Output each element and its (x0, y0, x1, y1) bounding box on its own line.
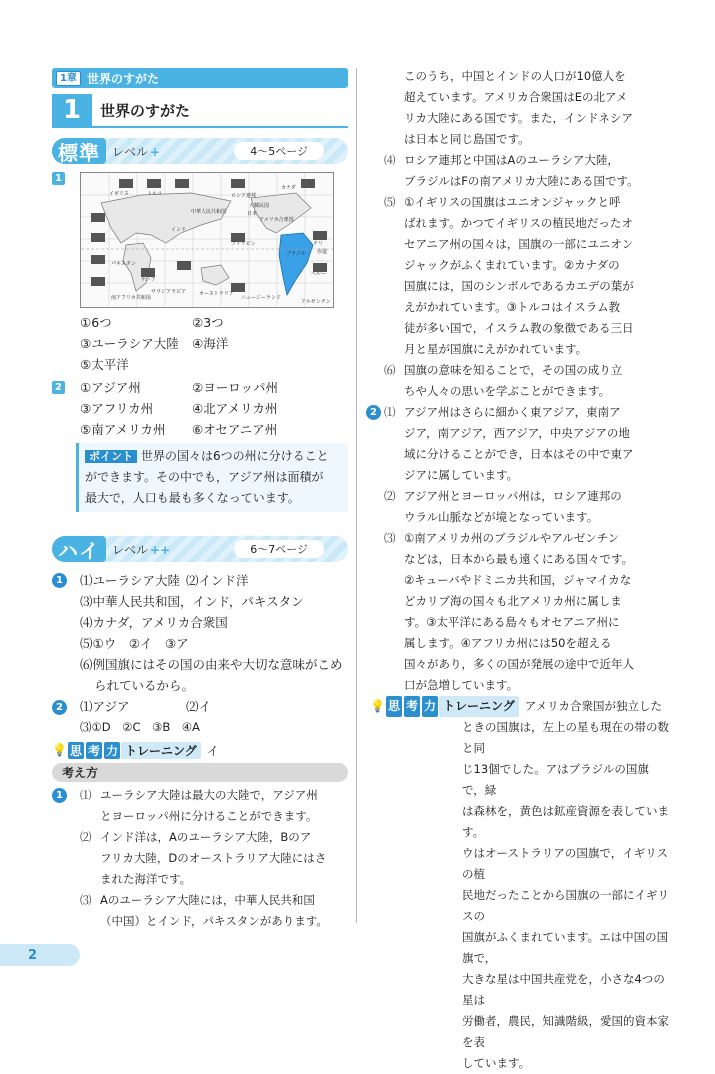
high-q2-badge: 2 (52, 700, 67, 715)
high-answer-1-3: ⑶中華人民共和国，インド，パキスタン (80, 594, 304, 609)
level-standard-pill: 標準 (52, 138, 106, 164)
think-text-line: 国旗がふくまれています。エは中国の国旗で， (462, 930, 669, 965)
point-line-3: 最大で，人口も最も多くなっています。 (85, 491, 300, 505)
map-label-nz: ニュージーランド (241, 295, 281, 301)
right-column: このうち，中国とインドの人口が10億人を 超えています。アメリカ合衆国はEの北アメ リカ大陸にある国です。また，インドネシア は日本と同じ島国です。 ⑷ ロシア連邦と中国はAのユーラシア大陸， ブラジルはFの南アメリカ大陸にある国です。 ⑸ ①イギリスの国旗はユニオンジャックと呼 ばれます。かつてイギリスの植民地だったオ セアニア州の国々は，国旗の一部にユニオン ジャックがふくまれています。②カナダの 国旗には，国のシンボルであるカエデの葉が えがかれています。③トルコはイスラム教 徒が多い国で，イスラム教の象徴である三日 月と星が国旗にえがかれています。 ⑹ 国旗の意味を知ることで，その国の成り立 ちや人々の思いを学ぶことができます。 2 ⑴ アジア州はさらに細かく東アジア，東南ア ジア，南アジア，西アジア，中央アジアの地 域に分けることができ，日本はその中で東ア ジアに属しています。 ⑵ アジア州とヨーロッパ州は，ロシア連邦の ウラル山脈などが境となっています。 ⑶ ①南アメリカ州のブラジルやアルゼンチン などは，日本から最も遠くにある国々です。 ②キューバやドミニカ共和国，ジャマイカな どカリブ海の国々も北アメリカ州に属しま す。③太平洋にある島々もオセアニア州に 属します。④アフリカ州には50を超える 国々があり，多くの国が発展の途中で近年人 口が急増しています。 💡 思 考 力 トレーニング アメリカ合衆国が独立した ときの国旗は，左上の星も現在の帯の数と同 じ13個でした。アはブラジルの国旗で，緑 は森林を，黄色は鉱産資源を表しています。 ウはオーストラリアの国旗で，イギリスの植 民地だったことから国旗の一部にイギリスの 国旗がふくまれています。エは中国の国旗で， 大きな星は中国共産党を，小さな4つの星は 労働者，農民，知識階級，愛国的資本家を表 しています。 (370, 66, 670, 1074)
world-map-svg (81, 173, 333, 307)
bulb-icon: 💡 (52, 743, 67, 757)
level-high-pages: 6〜7ページ (234, 540, 324, 558)
exp-p3-line: （中国）とインド，パキスタンがあります。 (100, 913, 328, 928)
chapter-badge: 1章 (56, 71, 81, 86)
exp-p5-line: ①イギリスの国旗はユニオンジャックと呼 (404, 195, 621, 209)
exp-q3-line: ①南アメリカ州のブラジルやアルゼンチン (404, 531, 620, 545)
section-number: 1 (52, 94, 92, 126)
map-label-india: インド (171, 227, 187, 233)
exp-p5-line: 国旗には，国のシンボルであるカエデの葉が (404, 279, 634, 293)
std2-answer-2: ②ヨーロッパ州 (192, 380, 278, 395)
exp-c0-line: このうち，中国とインドの人口が10億人を (404, 69, 626, 83)
think-kanji-2: 考 (404, 696, 420, 717)
think-text-line: は森林を，黄色は鉱産資源を表しています。 (462, 804, 669, 839)
map-label-pakistan: パキスタン (111, 261, 136, 267)
map-label-kenya: ケニア (141, 277, 156, 283)
think-tail-right: トレーニング (439, 696, 519, 717)
exp-p5-line: ばれます。かつてイギリスの植民地だったオ (404, 216, 633, 230)
level-high-bar (52, 536, 348, 562)
exp-q3-line: 属します。④アフリカ州には50を超える (404, 636, 612, 650)
think-text-line: 大きな星は中国共産党を，小さな4つの星は (462, 972, 665, 1007)
std-answer-5: ⑤太平洋 (80, 357, 129, 372)
page-number: 2 (0, 944, 80, 966)
question-2-badge: 2 (52, 381, 65, 394)
level-label: レベル + (112, 144, 161, 159)
australia-shape (201, 265, 229, 285)
point-line-1: 世界の国々は6つの州に分けること (141, 449, 329, 463)
exp-p2-line: まれた海洋です。 (100, 871, 192, 886)
point-tag: ポイント (85, 450, 137, 463)
exp-q3-line: どカリブ海の国々も北アメリカ州に属しま (404, 594, 622, 608)
map-label-chile: チリ (313, 241, 324, 247)
column-divider (356, 68, 357, 923)
level-pages: 4〜5ページ (234, 142, 324, 160)
std2-answer-1: ①アジア州 (80, 380, 141, 395)
high-answer-1-1: ⑴ユーラシア大陸 (80, 573, 181, 588)
map-label-argentina: アルゼンチン (301, 299, 331, 305)
exp-p5-line: 月と星が国旗にえがかれています。 (404, 342, 588, 356)
exp-q1-line: ジアに属しています。 (404, 468, 519, 482)
exp-q2-line: ウラル山脈などが境となっています。 (404, 510, 599, 524)
map-label-korea: 大韓民国 (249, 203, 270, 209)
exp-c0-line: 超えています。アメリカ合衆国はEの北アメ (404, 90, 628, 104)
exp-c0-line: リカ大陸にある国です。また，インドネシア (404, 111, 633, 125)
map-area (52, 172, 348, 312)
exp-p4-line: ロシア連邦と中国はAのユーラシア大陸， (404, 153, 619, 167)
exp-q3-line: などは，日本から最も遠くにある国々です。 (404, 552, 634, 566)
level-high-pill: ハイ (52, 536, 106, 562)
std2-answer-3: ③アフリカ州 (80, 401, 154, 416)
eurasia-shape (101, 193, 231, 243)
think-kanji-3: 力 (105, 743, 118, 758)
exp-p5-line: 徒が多い国で，イスラム教の象徴である三日 (404, 321, 634, 335)
kangae-header: 考え方 (52, 763, 348, 782)
high-answer-1-6a: ⑹例国旗にはその国の由来や大切な意味がこめ (80, 657, 343, 672)
map-label-south-africa: 南アフリカ共和国 (111, 295, 151, 301)
map-label-japan: 日本 (247, 211, 258, 217)
world-map-figure (80, 172, 334, 308)
exp-q3-line: 口が急増しています。 (404, 678, 519, 692)
map-label-saudi: サウジアラビア (151, 289, 187, 295)
point-box (76, 443, 348, 512)
std2-answer-5: ⑤南アメリカ州 (80, 422, 166, 437)
map-label-canada: カナダ (281, 185, 296, 191)
exp-p3-line: Aのユーラシア大陸には，中華人民共和国 (100, 892, 315, 907)
map-label-brazil: ブラジル (286, 251, 306, 257)
exp-p5-line: ジャックがふくまれています。②カナダの (404, 258, 620, 272)
high-answer-2-1: ⑴アジア (80, 699, 130, 714)
level-high-label: レベル ++ (112, 542, 171, 557)
map-label-uk: イギリス (109, 191, 129, 197)
think-text-line: じ13個でした。アはブラジルの国旗で，緑 (462, 762, 649, 797)
exp-q2-line: アジア州とヨーロッパ州は，ロシア連邦の (404, 489, 622, 503)
exp-p6-line: ちや人々の思いを学ぶことができます。 (404, 384, 611, 398)
exp-q3-line: 国々があり，多くの国が発展の途中で近年人 (404, 657, 634, 671)
africa-shape (123, 243, 151, 291)
exp-p5-line: えがかれています。③トルコはイスラム教 (404, 300, 621, 314)
high-answer-2-2: ⑵イ (186, 699, 212, 714)
map-label-usa: アメリカ合衆国 (259, 217, 294, 223)
think-text-first: アメリカ合衆国が独立した (524, 699, 662, 713)
high-answers (52, 570, 348, 738)
exp-q3-line: す。③太平洋にある島々もオセアニア州に (404, 615, 620, 629)
high-answer-1-5: ⑸①ウ ②イ ③ア (80, 636, 189, 651)
high-answer-2-3: ⑶①D ②C ③B ④A (80, 720, 200, 734)
map-label-peru: ペルー (311, 271, 327, 277)
std-answer-2: ②3つ (192, 315, 224, 330)
std-answer-1: ①6つ (80, 315, 112, 330)
exp-p2-line: フリカ大陸，Dのオーストラリア大陸にはさ (100, 850, 327, 865)
exp-p2-line: インド洋は，Aのユーラシア大陸，Bのア (100, 829, 312, 844)
level-standard-bar (52, 138, 348, 164)
std-answer-4: ④海洋 (192, 336, 229, 351)
think-answer: イ (206, 743, 219, 758)
north-america-shape (251, 193, 311, 233)
think-text-line: ウはオーストラリアの国旗で，イギリスの植 (462, 846, 668, 881)
std2-answer-4: ④北アメリカ州 (192, 401, 278, 416)
exp-p4-line: ブラジルはFの南アメリカ大陸にある国です。 (404, 174, 639, 188)
exp-q1-line: アジア州はさらに細かく東アジア，東南ア (404, 405, 621, 419)
high-answer-1-6b: られているから。 (94, 678, 195, 693)
left-column (52, 68, 348, 932)
map-label-china: 中華人民共和国 (191, 209, 227, 215)
exp-p1-line: ユーラシア大陸は最大の大陸で，アジア州 (100, 787, 318, 802)
chapter-header (52, 68, 348, 88)
standard-answers-2 (52, 377, 348, 440)
exp-p6-line: 国旗の意味を知ることで，その国の成り立 (404, 363, 623, 377)
explanation-left: 1 ⑴ ユーラシア大陸は最大の大陸で，アジア州 とヨーロッパ州に分けることができます。 ⑵ インド洋は，Aのユーラシア大陸，Bのア フリカ大陸，Dのオーストラリア大陸にはさ まれた海洋です。 ⑶ Aのユーラシア大陸には，中華人民共和国 （中国）とインド，パキスタンがあります。 (52, 785, 348, 932)
think-text-line: しています。 (462, 1056, 531, 1070)
high-q1-badge: 1 (52, 573, 67, 588)
exp-q1-badge: 1 (52, 788, 67, 803)
bulb-icon: 💡 (370, 699, 385, 713)
section-title: 世界のすがた (100, 101, 191, 120)
exp-q1-line: 域に分けることができ，日本はその中で東ア (404, 447, 634, 461)
std-answer-3: ③ユーラシア大陸 (80, 336, 179, 351)
exp-p5-line: セアニア州の国々は，国旗の一部にユニオン (404, 237, 634, 251)
think-text-line: 民地だったことから国旗の一部にイギリスの (462, 888, 669, 923)
exp-q3-line: ②キューバやドミニカ共和国，ジャマイカな (404, 573, 632, 587)
point-line-2: ができます。その中でも，アジア州は面積が (85, 470, 324, 484)
think-kanji-3: 力 (422, 696, 438, 717)
think-text-line: 労働者，農民，知識階級，愛国的資本家を表 (462, 1014, 669, 1049)
exp-q1-line: ジア，南アジア，西アジア，中央アジアの地 (404, 426, 630, 440)
think-tail: トレーニング (121, 742, 201, 759)
explanation-q2: 2 ⑴ アジア州はさらに細かく東アジア，東南ア ジア，南アジア，西アジア，中央アジアの地 域に分けることができ，日本はその中で東ア ジアに属しています。 ⑵ アジア州とヨーロッパ州は，ロシア連邦の ウラル山脈などが境となっています。 ⑶ ①南アメリカ州のブラジルやアルゼンチン などは，日本から最も遠くにある国々です。 ②キューバやドミニカ共和国，ジャマイカな どカリブ海の国々も北アメリカ州に属しま す。③太平洋にある島々もオセアニア州に 属します。④アフリカ州には50を超える 国々があり，多くの国が発展の途中で近年人 口が急増しています。 (370, 402, 670, 696)
chapter-title: 世界のすがた (86, 71, 159, 86)
map-label-australia: オーストラリア (199, 291, 234, 297)
think-kanji-1: 思 (69, 743, 82, 758)
section-header (52, 94, 348, 128)
think-text-line: ときの国旗は，左上の星も現在の帯の数と同 (462, 720, 669, 755)
think-kanji-1: 思 (386, 696, 402, 717)
think-kanji-2: 考 (87, 743, 100, 758)
map-label-russia: ロシア連邦 (231, 193, 257, 199)
exp-c0-line: は日本と同じ島国です。 (404, 132, 530, 146)
question-1-badge: 1 (52, 172, 65, 185)
high-answer-1-2: ⑵インド洋 (186, 573, 249, 588)
map-label-philippines: フィリピン (231, 241, 256, 247)
standard-answers-1 (52, 312, 348, 375)
exp-p1-line: とヨーロッパ州に分けることができます。 (100, 808, 318, 823)
map-label-turkey: トルコ (147, 191, 163, 197)
exp-q2-badge: 2 (366, 405, 381, 420)
high-answer-1-4: ⑷カナダ，アメリカ合衆国 (80, 615, 228, 630)
std2-answer-6: ⑥オセアニア州 (192, 422, 278, 437)
thinking-training-right (370, 696, 670, 1074)
south-america-highlight (279, 233, 313, 295)
map-label-equator: 赤道 (317, 249, 328, 255)
thinking-training-left (52, 739, 348, 759)
